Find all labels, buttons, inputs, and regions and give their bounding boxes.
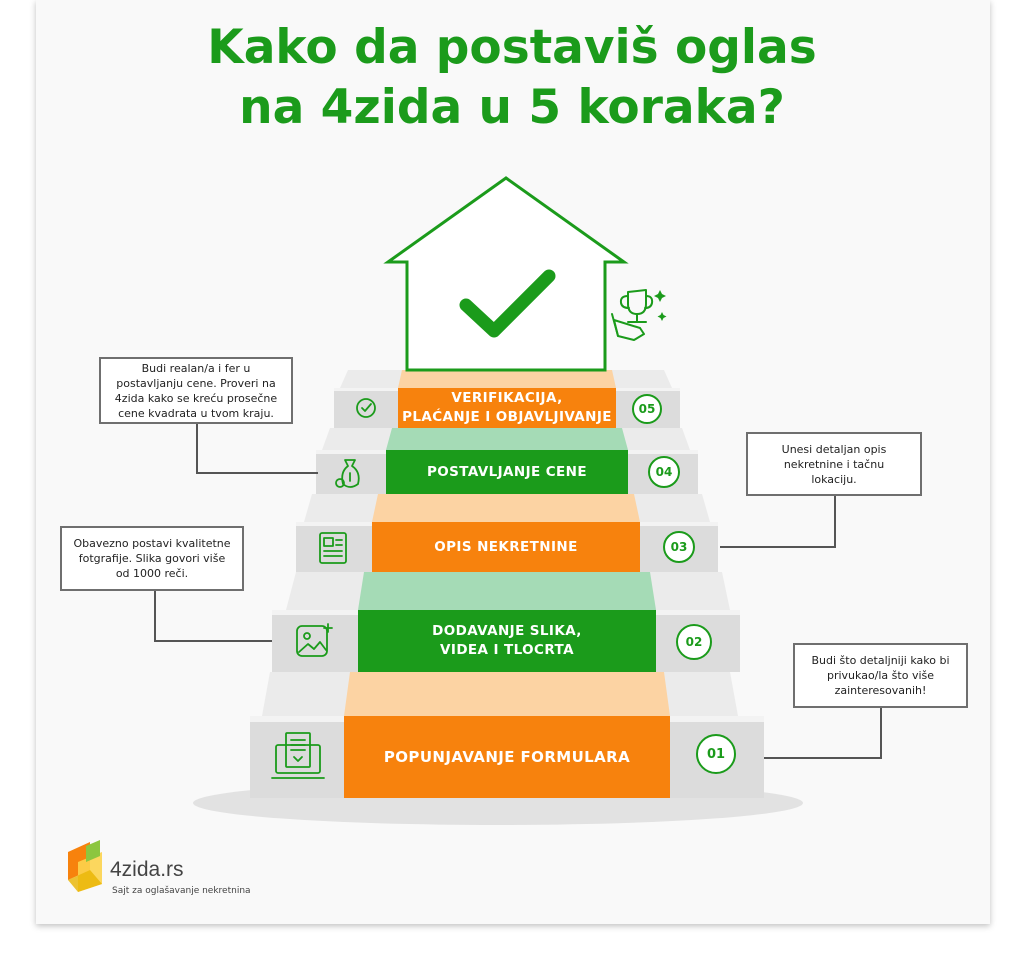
trophy-icon — [612, 290, 667, 340]
title-line-1: Kako da postaviš oglas — [207, 20, 817, 75]
step-2-number: 02 — [676, 624, 712, 660]
step-2-carpet-top — [358, 572, 656, 610]
step-3-number: 03 — [663, 531, 695, 563]
note-price: Budi realan/a i fer u postavljanju cene. Proveri na 4zida kako se kreću prosečne cene kvadrata u tvom kraju. — [99, 357, 293, 424]
note-photos: Obavezno postavi kvalitetne fotgrafije. Slika govori više od 1000 reči. — [60, 526, 244, 591]
4zida-logo-icon — [68, 840, 102, 892]
connector-form — [764, 707, 881, 758]
step-4-label: POSTAVLJANJE CENE — [427, 463, 587, 480]
step-5-number: 05 — [632, 394, 662, 424]
connector-photos — [155, 590, 272, 641]
brand-name: 4zida.rs — [110, 858, 184, 881]
connector-price — [197, 423, 318, 473]
note-description: Unesi detaljan opis nekretnine i tačnu lokaciju. — [746, 432, 922, 496]
step-4-number: 04 — [648, 456, 680, 488]
title-line-2: na 4zida u 5 koraka? — [239, 80, 785, 135]
step-1-number: 01 — [696, 734, 736, 774]
step-1-carpet-top — [344, 672, 670, 716]
connector-description — [720, 495, 835, 547]
step-1-label: POPUNJAVANJE FORMULARA — [383, 747, 631, 766]
brand-tagline: Sajt za oglašavanje nekretnina — [112, 886, 251, 896]
step-5-label: VERIFIKACIJA, PLAĆANJE I OBJAVLJIVANJE — [402, 390, 612, 425]
step-4-carpet-top — [386, 428, 628, 450]
step-5-carpet-top — [398, 370, 616, 388]
step-3-label: OPIS NEKRETNINE — [434, 538, 578, 555]
step-3-carpet-top — [372, 494, 640, 522]
note-form: Budi što detaljniji kako bi privukao/la što više zainteresovanih! — [793, 643, 968, 708]
house-outline-icon — [388, 178, 624, 370]
step-2-label: DODAVANJE SLIKA, VIDEA I TLOCRTA — [432, 623, 582, 658]
